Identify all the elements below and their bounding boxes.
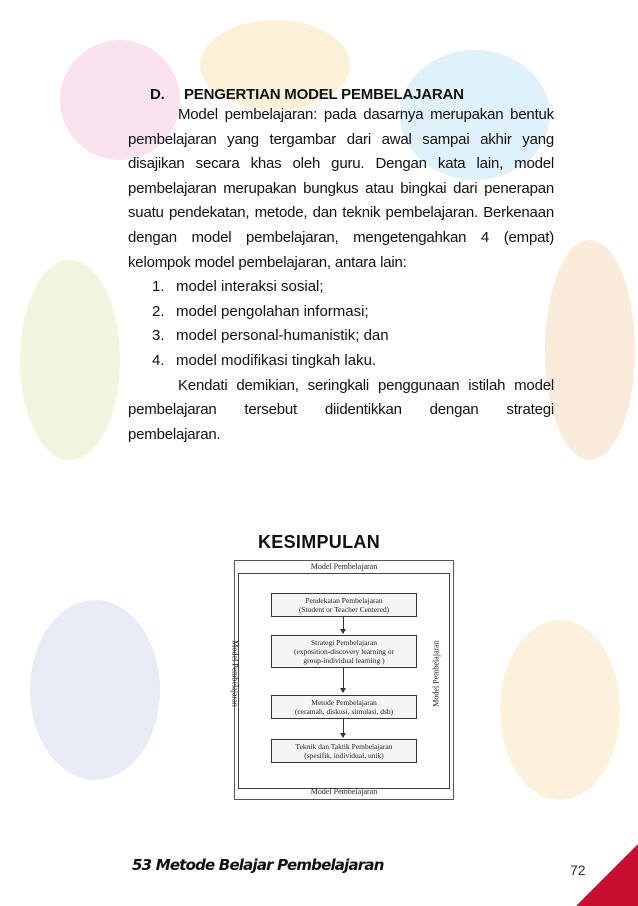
background-decoration [500,620,620,800]
main-content [128,86,554,447]
diagram-bottom-label: Model Pembelajaran [310,787,378,796]
list-item: 1. model interaksi sosial; [152,278,324,296]
arrow-down-icon [343,668,344,692]
arrow-down-icon [343,719,344,737]
section-number: D. [150,86,165,103]
diagram-box-strategy: Strategi Pembelajaran (exposition-discovery learning or group-individual learning ) [271,635,417,668]
diagram-box-technique: Teknik dan Taktik Pembelajaran (spesifik, individual, unik) [271,739,417,763]
diagram-left-label: Model Pembelajaran [230,640,240,707]
list-item: 3. model personal-humanistik; dan [152,327,389,345]
paragraph-note: Kendati demikian, seringkali penggunaan istilah model pembelajaran tersebut diidentikkan dengan strategi pembelajaran. [128,376,554,443]
diagram-right-label: Model Pembelajaran [431,640,441,707]
section-heading [150,86,554,103]
background-decoration [545,240,635,460]
background-decoration [30,600,160,780]
page-number: 72 [570,862,586,878]
paragraph-definition: Model pembelajaran: pada dasarnya merupakan bentuk pembelajaran yang tergambar dari awal sampai akhir yang disajikan secara khas oleh guru. Dengan kata lain, model pembelajaran merupakan bungkus atau bingkai dari penerapan suatu pendekatan, metode, dan teknik pembelajaran. Berkenaan dengan model pembelajaran, mengetengahkan 4 (empat) kelompok model pembelajaran, antara lain: [128,106,554,271]
list-item: 2. model pengolahan informasi; [152,302,369,320]
diagram-box-approach: Pendekatan Pembelajaran (Student or Teacher Centered) [271,593,417,617]
diagram-box-method: Metode Pembelajaran (ceramah, diskusi, simulasi, dsb) [271,695,417,719]
diagram-top-label: Model Pembelajaran [310,562,378,571]
model-diagram [230,560,454,800]
arrow-down-icon [343,617,344,633]
conclusion-title: KESIMPULAN [257,532,380,552]
list-item: 4. model modifikasi tingkah laku. [152,351,377,369]
book-title: 53 Metode Belajar Pembelajaran [132,856,384,874]
background-decoration [20,260,120,460]
model-list [128,275,554,373]
section-title: PENGERTIAN MODEL PEMBELAJARAN [184,86,464,103]
corner-accent [576,844,638,906]
